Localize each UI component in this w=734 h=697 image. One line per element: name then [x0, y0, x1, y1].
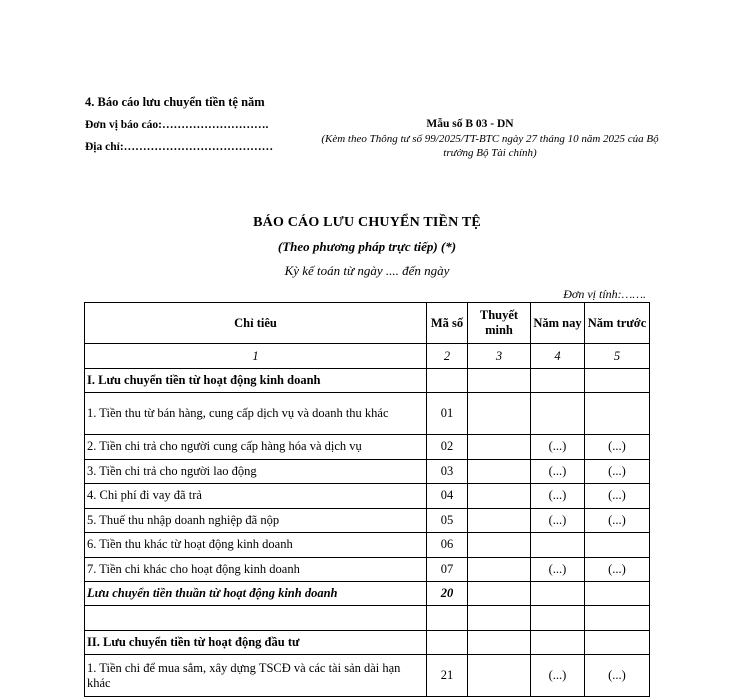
reporting-unit-label: Đơn vị báo cáo:………………………. — [85, 119, 269, 131]
row-code — [427, 606, 468, 631]
row-note — [468, 655, 531, 697]
row-name: 4. Chi phí đi vay đã trả — [85, 484, 427, 509]
row-note — [468, 582, 531, 606]
row-code: 03 — [427, 459, 468, 484]
row-previous-year: (...) — [585, 508, 650, 533]
row-note — [468, 393, 531, 435]
row-name: 3. Tiền chi trả cho người lao động — [85, 459, 427, 484]
table-row — [85, 484, 650, 509]
row-previous-year: (...) — [585, 655, 650, 697]
row-note — [468, 484, 531, 509]
row-code: 06 — [427, 533, 468, 558]
col-header-code: Mã số — [427, 303, 468, 344]
row-note — [468, 533, 531, 558]
row-note — [468, 435, 531, 460]
column-index: 5 — [585, 344, 650, 369]
row-previous-year: (...) — [585, 459, 650, 484]
row-current-year: (...) — [531, 435, 585, 460]
row-name: 5. Thuế thu nhập doanh nghiệp đã nộp — [85, 508, 427, 533]
row-name: 7. Tiền chi khác cho hoạt động kinh doanh — [85, 557, 427, 582]
row-code: 01 — [427, 393, 468, 435]
row-note — [468, 369, 531, 393]
table-row — [85, 557, 650, 582]
row-code — [427, 631, 468, 655]
column-index-row — [85, 344, 650, 369]
row-code — [427, 369, 468, 393]
regulation-note: (Kèm theo Thông tư số 99/2025/TT-BTC ngày 27 tháng 10 năm 2025 của Bộ trưởng Bộ Tài chính) — [321, 133, 659, 159]
row-name: I. Lưu chuyển tiền từ hoạt động kinh doanh — [85, 369, 427, 393]
row-name: 1. Tiền thu từ bán hàng, cung cấp dịch vụ và doanh thu khác — [85, 393, 427, 435]
column-index: 3 — [468, 344, 531, 369]
table-header-row — [85, 303, 650, 344]
row-current-year: (...) — [531, 508, 585, 533]
table-row — [85, 393, 650, 435]
section-row — [85, 631, 650, 655]
table-row — [85, 533, 650, 558]
row-code: 05 — [427, 508, 468, 533]
col-header-note: Thuyết minh — [468, 303, 531, 344]
row-code: 07 — [427, 557, 468, 582]
row-name — [85, 606, 427, 631]
row-current-year — [531, 393, 585, 435]
row-previous-year: (...) — [585, 435, 650, 460]
row-name: II. Lưu chuyển tiền từ hoạt động đầu tư — [85, 631, 427, 655]
accounting-period: Kỳ kế toán từ ngày .... đến ngày — [284, 263, 450, 278]
report-subtitle: (Theo phương pháp trực tiếp) (*) — [277, 239, 457, 254]
row-current-year: (...) — [531, 459, 585, 484]
row-previous-year — [585, 582, 650, 606]
row-note — [468, 508, 531, 533]
row-note — [468, 631, 531, 655]
section-row — [85, 369, 650, 393]
section-title: 4. Báo cáo lưu chuyển tiền tệ năm — [85, 95, 265, 109]
address-label: Địa chỉ:………………………………… — [85, 141, 274, 153]
col-header-name: Chỉ tiêu — [85, 303, 427, 344]
report-title: BÁO CÁO LƯU CHUYỂN TIỀN TỆ — [253, 215, 481, 230]
currency-unit: Đơn vị tính:……. — [563, 287, 646, 301]
cash-flow-table — [84, 302, 650, 697]
row-code: 20 — [427, 582, 468, 606]
row-name: 1. Tiền chi để mua sắm, xây dựng TSCĐ và các tài sản dài hạn khác — [85, 655, 427, 697]
row-note — [468, 557, 531, 582]
row-current-year — [531, 533, 585, 558]
form-code: Mẫu số B 03 - DN — [426, 118, 514, 130]
row-previous-year — [585, 393, 650, 435]
row-previous-year — [585, 533, 650, 558]
row-note — [468, 606, 531, 631]
column-index: 1 — [85, 344, 427, 369]
net-cash-flow-row — [85, 582, 650, 606]
row-name: Lưu chuyển tiền thuần từ hoạt động kinh doanh — [85, 582, 427, 606]
row-code: 02 — [427, 435, 468, 460]
row-current-year: (...) — [531, 557, 585, 582]
column-index: 2 — [427, 344, 468, 369]
row-previous-year — [585, 369, 650, 393]
row-previous-year — [585, 606, 650, 631]
row-current-year — [531, 582, 585, 606]
col-header-current-year: Năm nay — [531, 303, 585, 344]
row-previous-year: (...) — [585, 557, 650, 582]
row-name: 2. Tiền chi trả cho người cung cấp hàng hóa và dịch vụ — [85, 435, 427, 460]
row-current-year — [531, 606, 585, 631]
row-current-year: (...) — [531, 484, 585, 509]
col-header-previous-year: Năm trước — [585, 303, 650, 344]
row-code: 04 — [427, 484, 468, 509]
blank-row — [85, 606, 650, 631]
row-previous-year: (...) — [585, 484, 650, 509]
table-row — [85, 508, 650, 533]
column-index: 4 — [531, 344, 585, 369]
row-note — [468, 459, 531, 484]
row-current-year: (...) — [531, 655, 585, 697]
table-row — [85, 459, 650, 484]
row-current-year — [531, 369, 585, 393]
table-row — [85, 435, 650, 460]
row-current-year — [531, 631, 585, 655]
table-row — [85, 655, 650, 697]
row-code: 21 — [427, 655, 468, 697]
row-previous-year — [585, 631, 650, 655]
row-name: 6. Tiền thu khác từ hoạt động kinh doanh — [85, 533, 427, 558]
